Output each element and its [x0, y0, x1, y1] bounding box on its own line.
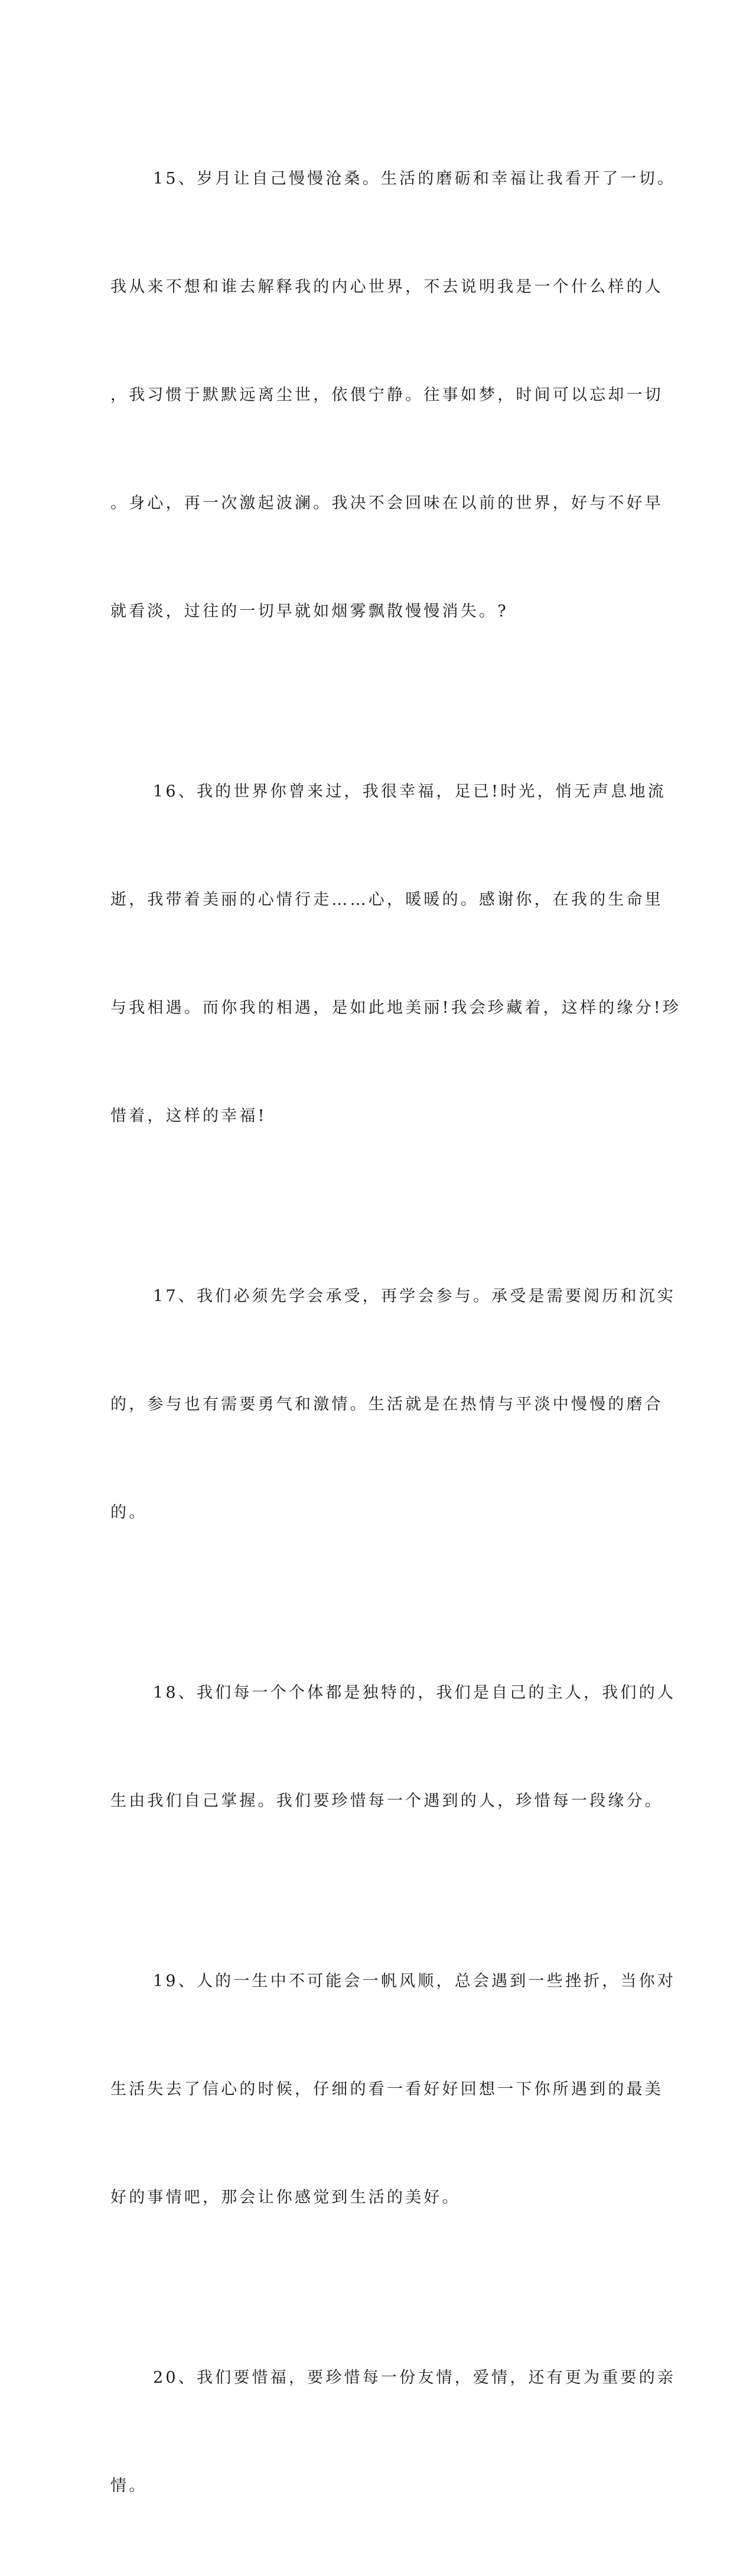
text-line: 17、我们必须先学会承受，再学会参与。承受是需要阅历和沉实 — [153, 1287, 676, 1305]
paragraph-18 — [110, 1603, 676, 1891]
text-line: 19、人的一生中不可能会一帆风顺，总会遇到一些挫折，当你对 — [153, 1972, 676, 1990]
text-line: 15、岁月让自己慢慢沧桑。生活的磨砺和幸福让我看开了一切。 — [153, 170, 676, 188]
text-line: 。身心，再一次激起波澜。我决不会回味在以前的世界，好与不好早 — [110, 494, 663, 512]
paragraph-17 — [110, 1206, 676, 1603]
text-line: 18、我们每一个个体都是独特的，我们是自己的主人，我们的人 — [153, 1684, 676, 1702]
text-line: 惜着，这样的幸福! — [110, 1107, 267, 1125]
paragraph-19 — [110, 1891, 676, 2288]
text-line: 16、我的世界你曾来过，我很幸福，足已!时光，悄无声息地流 — [153, 782, 667, 801]
paragraph-20 — [110, 2288, 676, 2576]
text-line: 的。 — [110, 1503, 148, 1522]
text-line: 生由我们自己掌握。我们要珍惜每一个遇到的人，珍惜每一段缘分。 — [110, 1792, 663, 1810]
text-line: 20、我们要惜福，要珍惜每一份友情，爱情，还有更为重要的亲 — [153, 2369, 676, 2387]
text-line: 我从来不想和谁去解释我的内心世界，不去说明我是一个什么样的人 — [110, 278, 663, 296]
text-line: ，我习惯于默默远离尘世，依偎宁静。往事如梦，时间可以忘却一切 — [110, 386, 663, 404]
text-line: 与我相遇。而你我的相遇，是如此地美丽!我会珍藏着，这样的缘分!珍 — [110, 999, 682, 1017]
text-line: 就看淡，过往的一切早就如烟雾飘散慢慢消失。? — [110, 602, 508, 621]
paragraph-16 — [110, 701, 682, 1206]
paragraph-15 — [110, 89, 676, 701]
text-line: 的，参与也有需要勇气和激情。生活就是在热情与平淡中慢慢的磨合 — [110, 1395, 663, 1414]
text-line: 情。 — [110, 2477, 148, 2495]
text-line: 逝，我带着美丽的心情行走……心，暖暖的。感谢你，在我的生命里 — [110, 891, 663, 909]
text-line: 好的事情吧，那会让你感觉到生活的美好。 — [110, 2188, 461, 2207]
text-line: 生活失去了信心的时候，仔细的看一看好好回想一下你所遇到的最美 — [110, 2080, 663, 2099]
document-body — [110, 89, 682, 2576]
